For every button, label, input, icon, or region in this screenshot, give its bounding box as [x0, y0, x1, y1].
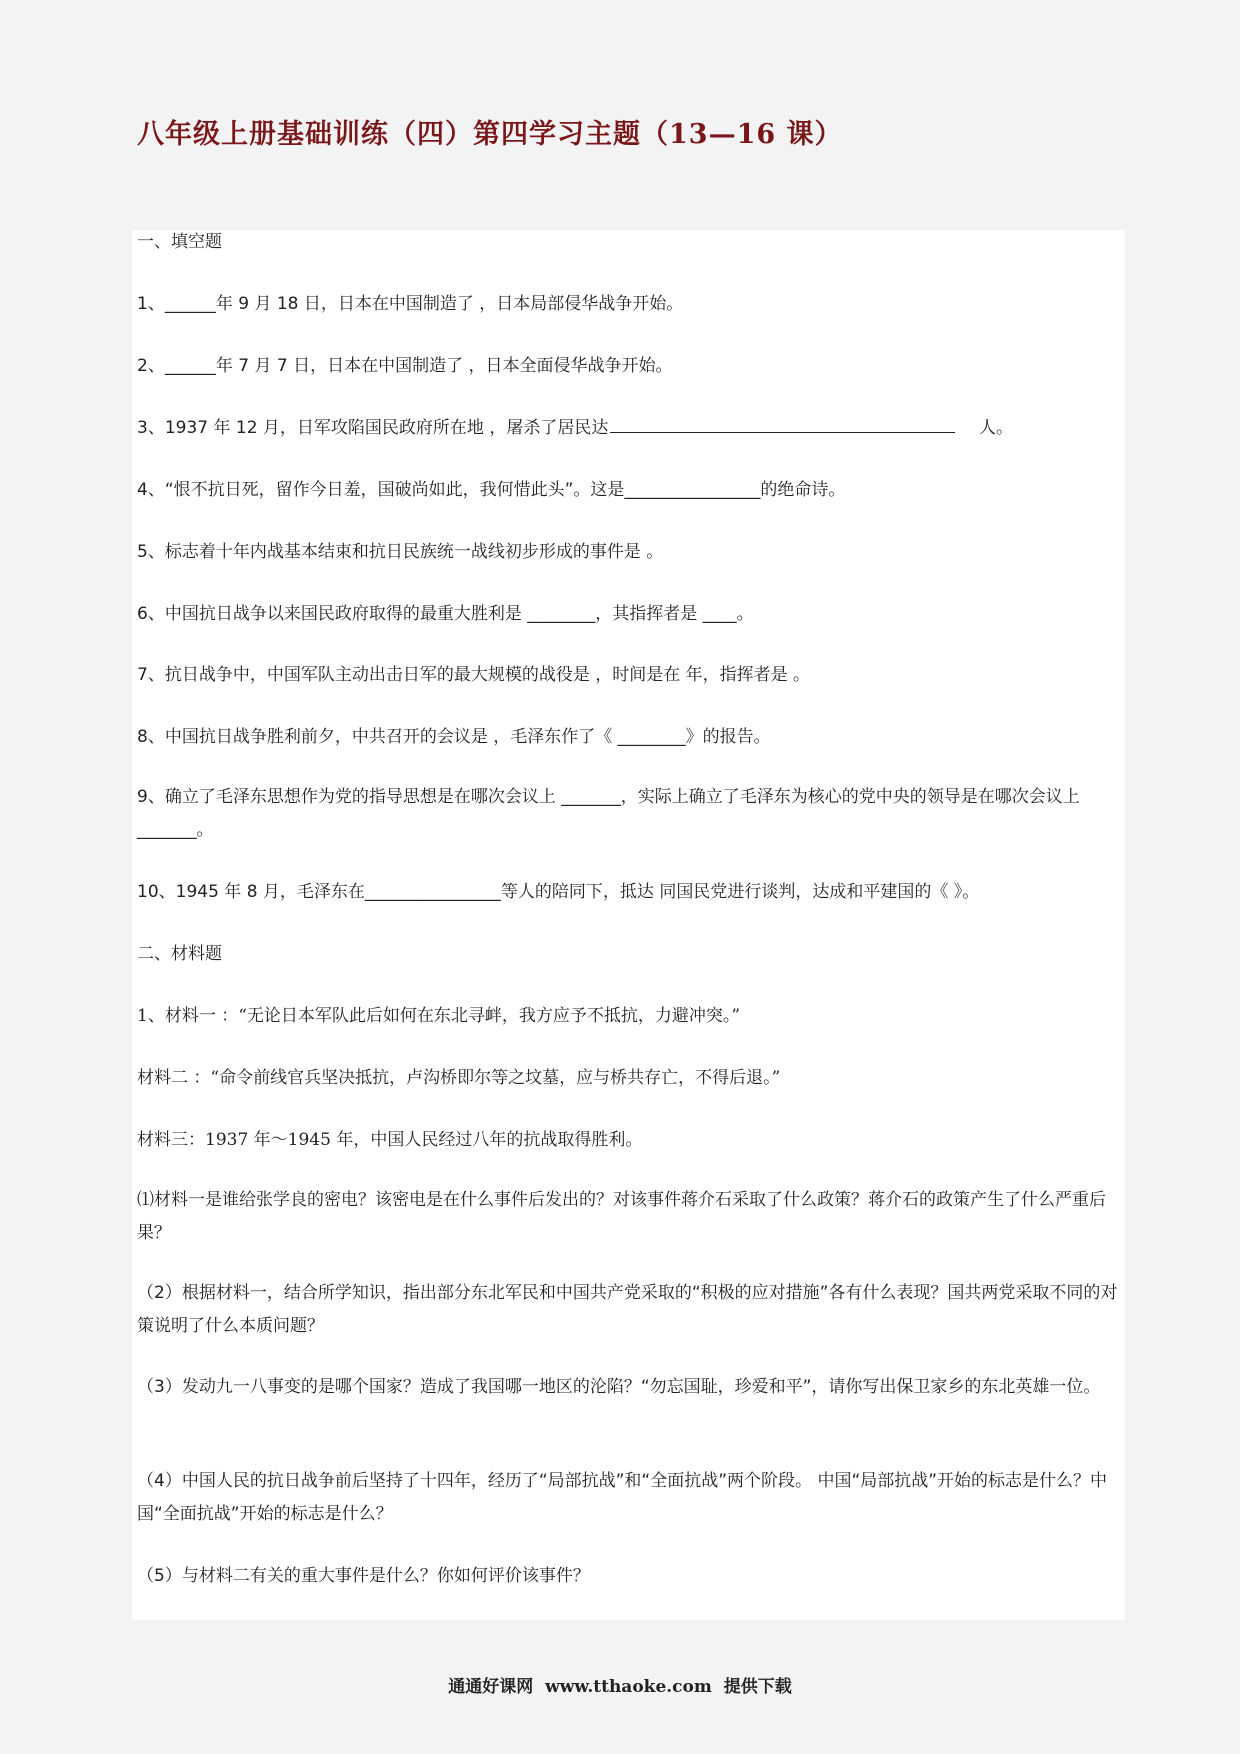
- sub-question-3: （3）发动九一八事变的是哪个国家？造成了我国哪一地区的沦陷？“勿忘国耻，珍爱和平”，请你写出保卫家乡的东北英雄一位。: [137, 1377, 1101, 1397]
- section-heading-fill-blank: 一、填空题: [137, 232, 222, 252]
- footer-source: 通通好课网 www.tthaoke.com 提供下载: [448, 1677, 792, 1697]
- section-heading-material: 二、材料题: [137, 944, 222, 964]
- question-3: [137, 412, 1013, 445]
- question-5: 5、标志着十年内战基本结束和抗日民族统一战线初步形成的事件是 。: [137, 542, 664, 562]
- material-1: 1、材料一 ：“无论日本军队此后如何在东北寻衅，我方应予不抵抗，力避冲突。”: [137, 1006, 741, 1026]
- sub-question-5: （5）与材料二有关的重大事件是什么？你如何评价该事件？: [137, 1566, 590, 1586]
- material-2: 材料二 ：“命令前线官兵坚决抵抗，卢沟桥即尔等之坟墓，应与桥共存亡，不得后退。”: [137, 1068, 781, 1088]
- sub-question-1: ⑴材料一是谁给张学良的密电？该密电是在什么事件后发出的？对该事件蒋介石采取了什么政策？蒋介石的政策产生了什么严重后果？: [137, 1190, 1106, 1243]
- question-9: 9、确立了毛泽东思想作为党的指导思想是在哪次会议上 _______，实际上确立了毛泽东为核心的党中央的领导是在哪次会议上 _______。: [137, 787, 1080, 840]
- sub-question-4: （4）中国人民的抗日战争前后坚持了十四年，经历了“局部抗战”和“全面抗战”两个阶段。 中国“局部抗战”开始的标志是什么？中国“全面抗战”开始的标志是什么？: [137, 1471, 1108, 1524]
- answer-blank: [610, 415, 955, 433]
- document-title: 八年级上册基础训练（四）第四学习主题（13—16 课）: [137, 119, 843, 150]
- question-2: 2、______年 7 月 7 日，日本在中国制造了 ，日本全面侵华战争开始。: [137, 356, 673, 376]
- question-6: 6、中国抗日战争以来国民政府取得的最重大胜利是 ________，其指挥者是 ____。: [137, 604, 754, 624]
- question-7: 7、抗日战争中，中国军队主动出击日军的最大规模的战役是 ，时间是在 年，指挥者是 。: [137, 665, 811, 685]
- question-3-unit: 人。: [978, 418, 1013, 438]
- question-3-text: 3、1937 年 12 月，日军攻陷国民政府所在地 ，屠杀了居民达: [137, 418, 609, 438]
- sub-question-2: （2）根据材料一，结合所学知识，指出部分东北军民和中国共产党采取的“积极的应对措施”各有什么表现？国共两党采取不同的对策说明了什么本质问题？: [137, 1283, 1118, 1336]
- material-3: 材料三：1937 年～1945 年，中国人民经过八年的抗战取得胜利。: [137, 1130, 643, 1150]
- question-10: 10、1945 年 8 月，毛泽东在________________等人的陪同下，抵达 同国民党进行谈判，达成和平建国的《 》。: [137, 882, 980, 902]
- question-4: 4、“恨不抗日死，留作今日羞，国破尚如此，我何惜此头”。这是________________的绝命诗。: [137, 480, 846, 500]
- question-1: 1、______年 9 月 18 日，日本在中国制造了 ，日本局部侵华战争开始。: [137, 294, 684, 314]
- question-8: 8、中国抗日战争胜利前夕，中共召开的会议是 ，毛泽东作了《 ________》的报告。: [137, 727, 771, 747]
